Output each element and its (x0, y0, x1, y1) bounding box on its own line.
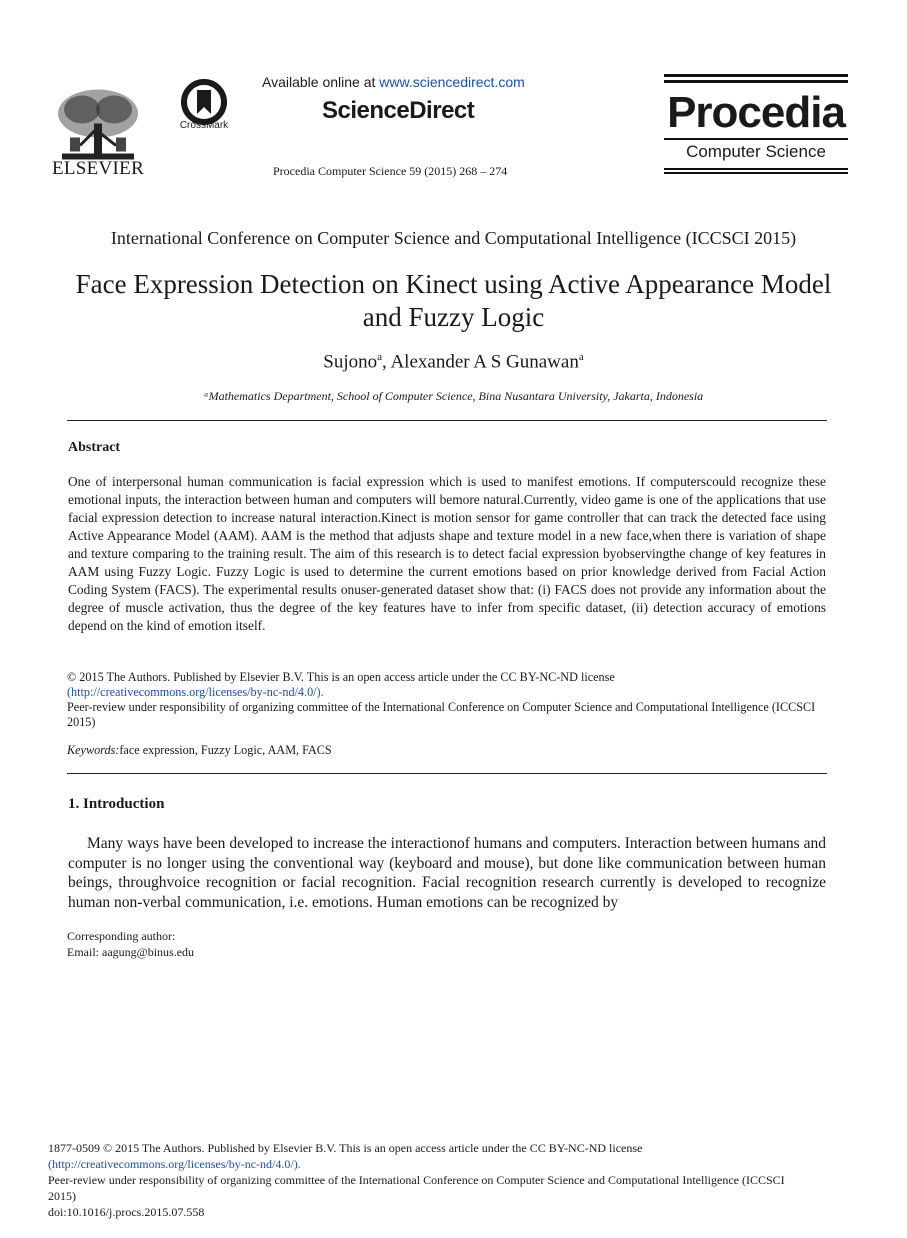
copyright-notice (67, 670, 827, 730)
journal-citation: Procedia Computer Science 59 (2015) 268 – 274 (273, 164, 508, 178)
divider (67, 420, 827, 421)
available-prefix: Available online at (262, 74, 380, 90)
copyright-line: © 2015 The Authors. Published by Elsevier B.V. This is an open access article under the CC BY-NC-ND license (67, 670, 615, 684)
peer-review-note: Peer-review under responsibility of organizing committee of the International Conference on Computer Science and Computational Intelligence (ICCSCI 2015) (67, 700, 816, 729)
keywords (67, 743, 332, 758)
corresponding-email: Email: aagung@binus.edu (67, 945, 195, 959)
doi: doi:10.1016/j.procs.2015.07.558 (48, 1205, 205, 1219)
sciencedirect-link[interactable]: www.sciencedirect.com (379, 74, 525, 90)
procedia-title: Procedia (667, 88, 845, 137)
corresponding-author (67, 928, 194, 960)
author-name: Alexander A S Gunawan (390, 351, 579, 373)
abstract-heading: Abstract (68, 440, 121, 455)
author-list (0, 351, 907, 373)
available-online-line (262, 74, 525, 90)
author-separator: , (382, 351, 391, 373)
procedia-subtitle: Computer Science (686, 142, 826, 161)
footer-license-link[interactable]: (http://creativecommons.org/licenses/by-nc-nd/4.0/). (48, 1157, 301, 1171)
crossmark-label: CrossMark (179, 120, 229, 131)
keywords-text: face expression, Fuzzy Logic, AAM, FACS (119, 743, 332, 757)
license-link[interactable]: (http://creativecommons.org/licenses/by-nc-nd/4.0/). (67, 685, 324, 699)
affiliation: ᵃMathematics Department, School of Computer Science, Bina Nusantara University, Jakarta, Indonesia (203, 389, 704, 403)
procedia-logo (664, 74, 848, 174)
author-affiliation-mark: a (377, 351, 382, 363)
footer-peer-review: Peer-review under responsibility of organizing committee of the International Conference on Computer Science and Computational Intelligence (ICCSCI 2015) (48, 1173, 785, 1203)
introduction-text: Many ways have been developed to increase the interactionof humans and computers. Interaction between humans and computer is no longer using the conventional way (keyboard and mouse), but done like communication between human beings, throughvoice recognition or facial recognition. Facial recognition research currently is developed to recognize human non-verbal communication, i.e. emotions. Human emotions can be recognized by (68, 835, 826, 911)
section-heading: 1. Introduction (68, 796, 165, 812)
conference-name: International Conference on Computer Science and Computational Intelligence (ICCSCI 2015) (110, 228, 797, 248)
divider (67, 773, 827, 774)
sciencedirect-logo: ScienceDirect (322, 97, 475, 124)
corresponding-label: Corresponding author: (67, 929, 176, 943)
elsevier-wordmark: ELSEVIER (51, 158, 145, 179)
keywords-label: Keywords: (67, 743, 120, 757)
page-footer (48, 1140, 808, 1220)
author-name: Sujono (323, 351, 378, 373)
issn-line: 1877-0509 © 2015 The Authors. Published by Elsevier B.V. This is an open access article under the CC BY-NC-ND license (48, 1141, 643, 1155)
paper-title: Face Expression Detection on Kinect using Active Appearance Model and Fuzzy Logic (75, 269, 832, 332)
abstract-text: One of interpersonal human communication is facial expression which is used to manifest emotions. If computerscould recognize these emotional inputs, the interaction between human and computers will bemore natural.Currently, video game is one of the applications that use facial expression detection to increase natural interaction.Kinect is motion sensor for game controller that can track the detected face using Active Appearance Model (AAM). AAM is the method that adjusts shape and texture model in a new face,when there is variation of shape and texture comparing to the training result. The aim of this research is to detect facial expression byobservingthe change of key features in AAM using Fuzzy Logic. Fuzzy Logic is used to determine the current emotions based on prior knowledge derived from Facial Action Coding System (FACS). The experimental results onuser-generated dataset show that: (i) FACS does not provide any information about the degree of muscle activation, thus the degree of the key features have to infer from specific dataset, (ii) detection accuracy of emotions depend on the kind of emotion itself. (68, 474, 826, 633)
author-affiliation-mark: a (578, 351, 584, 363)
